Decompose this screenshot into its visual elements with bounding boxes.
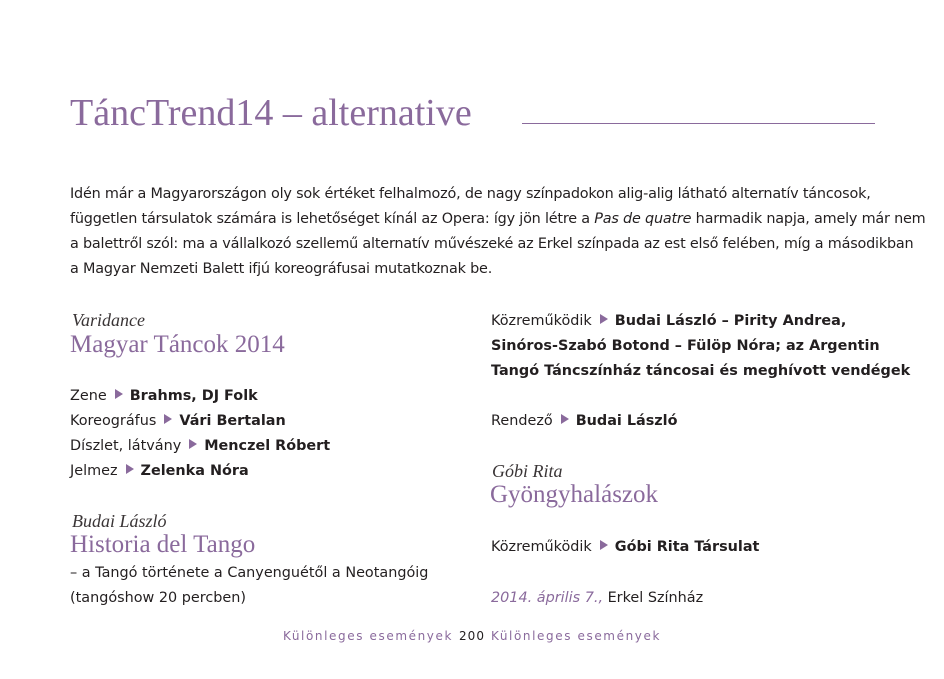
- credit-label: Jelmez: [70, 463, 118, 479]
- arrow-icon: [561, 414, 569, 424]
- page-number: 200: [459, 629, 485, 643]
- arrow-icon: [115, 389, 123, 399]
- credit-kozremukodik-2: [491, 537, 759, 557]
- artist-varidance: Varidance: [72, 310, 145, 330]
- credit-value: Vári Bertalan: [179, 413, 286, 429]
- credit-kozremukodik-1: [491, 311, 846, 331]
- credit-value: Sinóros-Szabó Botond – Fülöp Nóra; az Argentin: [491, 338, 880, 354]
- credit-value: Zelenka Nóra: [140, 463, 249, 479]
- arrow-icon: [600, 314, 608, 324]
- intro-line-2-start: független társulatok számára is lehetőséget kínál az Opera: így jön létre a: [70, 211, 595, 227]
- title-rule: [522, 123, 875, 124]
- performance-date: 2014. április 7.,: [491, 590, 604, 606]
- credit-value: Menczel Róbert: [204, 438, 331, 454]
- credit-label: Díszlet, látvány: [70, 438, 182, 454]
- footer-section-left: Különleges események: [282, 629, 454, 643]
- credit-label: Zene: [70, 388, 107, 404]
- credit-kozremukodik-1-line3: [491, 361, 910, 381]
- credit-diszlet: [70, 436, 330, 456]
- credit-zene: [70, 386, 258, 406]
- arrow-icon: [600, 540, 608, 550]
- credit-label: Koreográfus: [70, 413, 157, 429]
- work-magyar-tancok: Magyar Táncok 2014: [70, 331, 285, 358]
- arrow-icon: [126, 464, 134, 474]
- intro-line-2-end: harmadik napja, amely már nem: [691, 211, 926, 227]
- work-historia-del-tango: Historia del Tango: [70, 531, 256, 558]
- work-gyongyhalaszok: Gyöngyhalászok: [490, 481, 659, 508]
- credit-label: Rendező: [491, 413, 553, 429]
- credit-label: Közreműködik: [491, 313, 592, 329]
- credit-jelmez: [70, 461, 249, 481]
- artist-gobi-rita: Góbi Rita: [492, 461, 563, 481]
- artist-budai-laszlo: Budai László: [72, 511, 167, 531]
- intro-line-2: [70, 209, 926, 229]
- credit-value: Góbi Rita Társulat: [614, 539, 760, 555]
- arrow-icon: [189, 439, 197, 449]
- intro-pas-de-quatre: Pas de quatre: [594, 211, 692, 227]
- credit-kozremukodik-1-line2: [491, 336, 880, 356]
- performance-date-venue: [491, 588, 703, 608]
- historia-desc-2: (tangóshow 20 percben): [70, 590, 247, 606]
- footer-section-right: Különleges események: [490, 629, 662, 643]
- credit-label: Közreműködik: [491, 539, 592, 555]
- page-title: TáncTrend14 – alternative: [70, 92, 472, 134]
- intro-line-3: a balettről szól: ma a vállalkozó szellemű alternatív művészeké az Erkel színpada az est első felében, míg a másodikban: [70, 236, 914, 252]
- credit-value: Tangó Táncszínház táncosai és meghívott vendégek: [491, 363, 911, 379]
- historia-desc-1: – a Tangó története a Canyenguétől a Neotangóig: [70, 565, 429, 581]
- credit-value: Brahms, DJ Folk: [129, 388, 258, 404]
- credit-value: Budai László: [575, 413, 678, 429]
- intro-line-1: Idén már a Magyarországon oly sok értéket felhalmozó, de nagy színpadokon alig-alig látható alternatív táncosok,: [70, 186, 871, 202]
- arrow-icon: [164, 414, 172, 424]
- credit-koreografus: [70, 411, 286, 431]
- page-footer: [0, 628, 944, 644]
- credit-value: Budai László – Pirity Andrea,: [614, 313, 847, 329]
- performance-venue: Erkel Színház: [603, 590, 704, 606]
- credit-rendezo: [491, 411, 678, 431]
- intro-line-4: a Magyar Nemzeti Balett ifjú koreográfusai mutatkoznak be.: [70, 261, 493, 277]
